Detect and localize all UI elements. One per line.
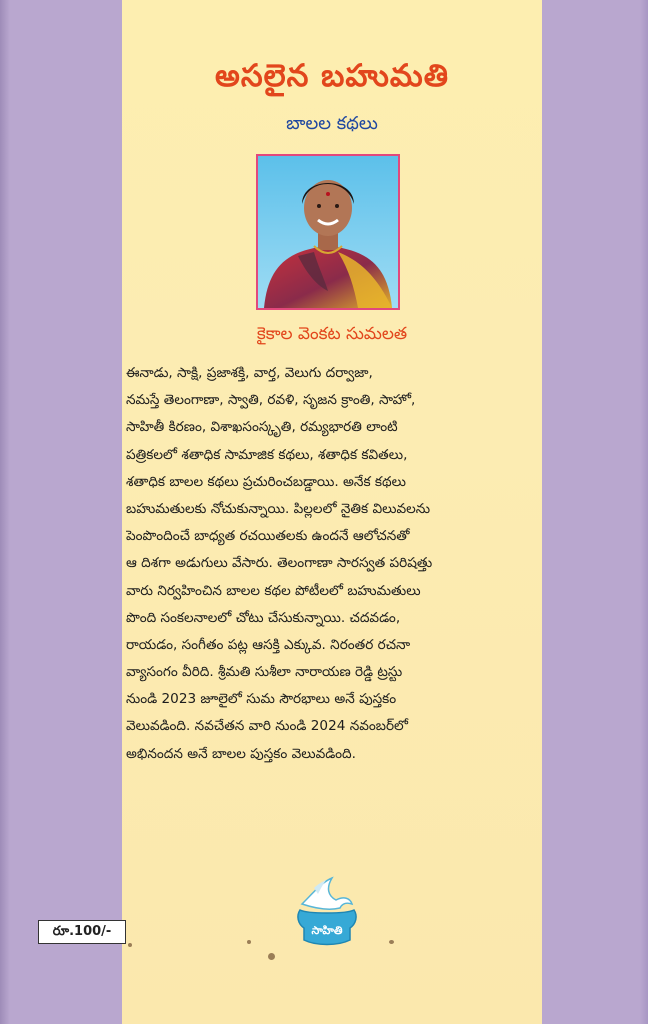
stain-mark	[389, 940, 394, 944]
stain-mark	[128, 943, 132, 947]
author-portrait-image	[258, 156, 398, 308]
right-edge	[640, 0, 648, 1024]
bio-line: పొంది సంకలనాలలో చోటు చేసుకున్నాయి. చదవడం,	[126, 609, 401, 626]
author-name: కైకాల వెంకట సుమలత	[256, 324, 408, 344]
bio-line: ఈనాడు, సాక్షి, ప్రజాశక్తి, వార్త, వెలుగు దర్వాజా,	[126, 365, 373, 381]
bio-line: సాహితీ కిరణం, విశాఖసంస్కృతి, రమ్యభారతి లాంటి	[126, 419, 398, 436]
author-bio	[126, 360, 538, 768]
bio-line: వ్యాసంగం వీరిది. శ్రీమతి సుశీలా నారాయణ రెడ్డి ట్రస్టు	[126, 664, 403, 681]
book-subtitle: బాలల కథలు	[286, 113, 378, 134]
bio-line: పత్రికలలో శతాధిక సామాజిక కథలు, శతాధిక కవితలు,	[126, 446, 408, 463]
left-edge	[0, 0, 10, 1024]
bio-line: నమస్తే తెలంగాణా, స్వాతి, రవళి, సృజన క్రాంతి, సాహో,	[126, 392, 416, 409]
bio-line: అభినందన అనే బాలల పుస్తకం వెలువడింది.	[126, 745, 356, 762]
stain-mark	[268, 953, 275, 960]
bio-line: ఆ దిశగా అడుగులు వేసారు. తెలంగాణా సారస్వత పరిషత్తు	[126, 555, 433, 572]
publisher-logo-label: సాహితి	[311, 924, 343, 937]
center-panel	[122, 0, 542, 1024]
bio-line: శతాధిక బాలల కథలు ప్రచురించబడ్డాయి. అనేక కథలు	[126, 473, 406, 490]
bio-line: నుండి 2023 జూలైలో సుమ సౌరభాలు అనే పుస్తకం	[126, 691, 397, 708]
bio-line: వారు నిర్వహించిన బాలల కథల పోటీలలో బహుమతులు	[126, 582, 421, 599]
bio-line: బహుమతులకు నోచుకున్నాయి. పిల్లలలో నైతిక విలువలను	[126, 500, 431, 517]
publisher-logo	[292, 874, 362, 948]
bio-line: రాయడం, సంగీతం పట్ల ఆసక్తి ఎక్కువ. నిరంతర రచనా	[126, 636, 411, 653]
price-tag: రూ.100/-	[38, 920, 126, 944]
bio-line: పెంపొందించే బాధ్యత రచయితలకు ఉందనే ఆలోచనతో	[126, 528, 410, 545]
swan-logo-icon	[292, 874, 362, 948]
author-photo	[256, 154, 400, 310]
bio-line: వెలువడింది. నవచేతన వారి నుండి 2024 నవంబర్‌లో	[126, 718, 409, 735]
stain-mark	[247, 940, 251, 944]
book-title: అసలైన బహుమతి	[215, 58, 449, 94]
